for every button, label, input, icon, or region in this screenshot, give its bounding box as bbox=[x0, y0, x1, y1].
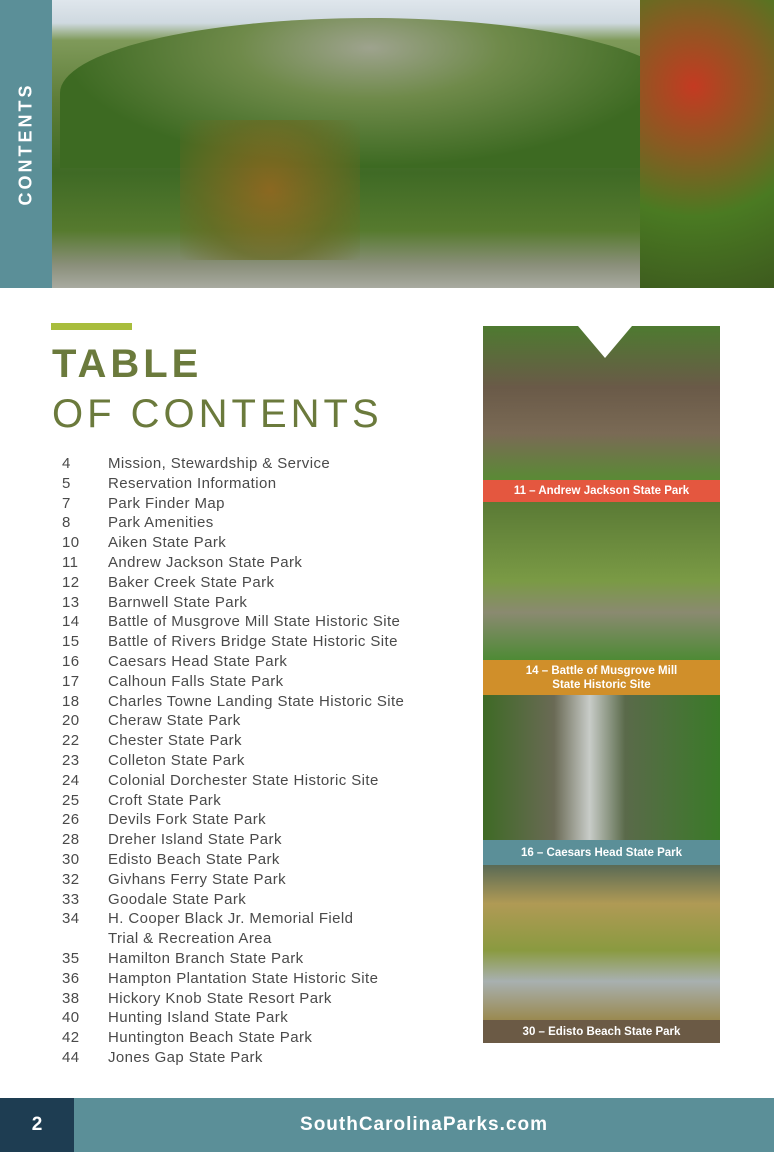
caption-text: 30 – Edisto Beach State Park bbox=[522, 1025, 681, 1038]
caption-text: 11 – Andrew Jackson State Park bbox=[513, 485, 690, 497]
toc-entry-title: Park Finder Map bbox=[108, 494, 225, 512]
accent-bar bbox=[51, 323, 132, 330]
toc-page-number: 7 bbox=[62, 494, 71, 512]
toc-entry[interactable] bbox=[62, 1028, 472, 1048]
toc-page-number: 32 bbox=[62, 870, 80, 888]
toc-entry[interactable] bbox=[62, 949, 472, 969]
toc-page-number: 44 bbox=[62, 1048, 80, 1066]
toc-entry[interactable] bbox=[62, 612, 472, 632]
section-label: CONTENTS bbox=[15, 82, 36, 206]
toc-page-number: 35 bbox=[62, 949, 80, 967]
page-title-line2: OF CONTENTS bbox=[52, 392, 383, 436]
caption-musgrove-mill bbox=[483, 660, 720, 695]
toc-page-number: 33 bbox=[62, 890, 80, 908]
caption-text: 16 – Caesars Head State Park bbox=[520, 846, 683, 859]
caption-text: 14 – Battle of Musgrove Mill State Historic Site bbox=[525, 664, 678, 691]
toc-entry[interactable] bbox=[62, 850, 472, 870]
toc-entry-title: Dreher Island State Park bbox=[108, 831, 282, 849]
toc-entry-title: Givhans Ferry State Park bbox=[108, 870, 286, 888]
toc-entry-title: Huntington Beach State Park bbox=[108, 1029, 313, 1047]
toc-entry-title: Calhoun Falls State Park bbox=[108, 672, 284, 690]
toc-entry[interactable] bbox=[62, 454, 472, 474]
toc-entry[interactable] bbox=[62, 711, 472, 731]
toc-entry-title: Croft State Park bbox=[108, 791, 222, 809]
toc-entry-title: Chester State Park bbox=[108, 732, 242, 750]
toc-entry-title: Reservation Information bbox=[108, 474, 277, 492]
toc-entry-title: Devils Fork State Park bbox=[108, 811, 267, 829]
toc-entry-title: Battle of Rivers Bridge State Historic Site bbox=[108, 633, 398, 651]
toc-page-number: 12 bbox=[62, 573, 80, 591]
toc-entry[interactable] bbox=[62, 830, 472, 850]
toc-page-number: 38 bbox=[62, 989, 80, 1007]
toc-list bbox=[62, 454, 472, 1068]
page-number: 2 bbox=[0, 1098, 74, 1152]
toc-entry-title: Charles Towne Landing State Historic Site bbox=[108, 692, 405, 710]
toc-page-number: 34 bbox=[62, 910, 80, 928]
toc-entry[interactable] bbox=[62, 791, 472, 811]
hero-photo-mountain-lake bbox=[0, 0, 774, 288]
toc-page-number: 40 bbox=[62, 1009, 80, 1027]
photo-waterfall bbox=[483, 695, 720, 840]
toc-entry[interactable] bbox=[62, 870, 472, 890]
toc-entry[interactable] bbox=[62, 573, 472, 593]
toc-entry-title: Park Amenities bbox=[108, 514, 214, 532]
toc-page-number: 42 bbox=[62, 1029, 80, 1047]
toc-entry-title: Jones Gap State Park bbox=[108, 1048, 263, 1066]
toc-entry[interactable] bbox=[62, 771, 472, 791]
toc-page-number: 10 bbox=[62, 534, 80, 552]
toc-page-number: 18 bbox=[62, 692, 80, 710]
toc-page-number: 13 bbox=[62, 593, 80, 611]
toc-page-number: 22 bbox=[62, 732, 80, 750]
toc-entry[interactable] bbox=[62, 692, 472, 712]
toc-page-number: 4 bbox=[62, 455, 71, 472]
toc-entry[interactable] bbox=[62, 1048, 472, 1068]
toc-entry[interactable] bbox=[62, 672, 472, 692]
toc-entry-title: Goodale State Park bbox=[108, 890, 247, 908]
toc-entry[interactable] bbox=[62, 533, 472, 553]
toc-page-number: 26 bbox=[62, 811, 80, 829]
toc-entry[interactable] bbox=[62, 890, 472, 910]
toc-entry[interactable] bbox=[62, 632, 472, 652]
toc-entry-title: Cheraw State Park bbox=[108, 712, 241, 730]
photo-egrets-marsh bbox=[483, 865, 720, 1020]
toc-entry[interactable] bbox=[62, 810, 472, 830]
toc-entry[interactable] bbox=[62, 989, 472, 1009]
toc-page-number: 8 bbox=[62, 514, 71, 532]
toc-entry[interactable] bbox=[62, 731, 472, 751]
toc-page-number: 36 bbox=[62, 969, 80, 987]
pointer-notch bbox=[578, 326, 632, 358]
toc-entry-title: Edisto Beach State Park bbox=[108, 850, 280, 868]
caption-edisto-beach bbox=[483, 1020, 720, 1043]
toc-entry-title: H. Cooper Black Jr. Memorial Field Trial & Recreation Area bbox=[108, 910, 354, 948]
photo-log-cabin bbox=[483, 326, 720, 480]
page-title-line1: TABLE bbox=[52, 342, 203, 386]
toc-page-number: 28 bbox=[62, 831, 80, 849]
section-tab bbox=[0, 0, 52, 288]
toc-page-number: 5 bbox=[62, 474, 71, 492]
toc-entry-title: Aiken State Park bbox=[108, 534, 227, 552]
toc-entry-title: Mission, Stewardship & Service bbox=[108, 455, 331, 472]
autumn-trees bbox=[180, 120, 360, 260]
toc-entry[interactable] bbox=[62, 652, 472, 672]
toc-page-number: 24 bbox=[62, 771, 80, 789]
toc-entry[interactable] bbox=[62, 494, 472, 514]
toc-entry[interactable] bbox=[62, 1008, 472, 1028]
toc-page-number: 17 bbox=[62, 672, 80, 690]
toc-entry-title: Colleton State Park bbox=[108, 751, 245, 769]
toc-entry[interactable] bbox=[62, 474, 472, 494]
toc-page-number: 25 bbox=[62, 791, 80, 809]
toc-entry-title: Battle of Musgrove Mill State Historic Site bbox=[108, 613, 401, 631]
foreground-trees bbox=[640, 0, 774, 288]
toc-page-number: 23 bbox=[62, 751, 80, 769]
toc-entry-title: Colonial Dorchester State Historic Site bbox=[108, 771, 379, 789]
caption-caesars-head bbox=[483, 840, 720, 865]
toc-entry-title: Hamilton Branch State Park bbox=[108, 949, 304, 967]
toc-page-number: 20 bbox=[62, 712, 80, 730]
caption-andrew-jackson bbox=[483, 480, 720, 502]
toc-entry-title: Hickory Knob State Resort Park bbox=[108, 989, 332, 1007]
toc-entry[interactable] bbox=[62, 969, 472, 989]
toc-entry[interactable] bbox=[62, 751, 472, 771]
toc-page-number: 11 bbox=[62, 553, 79, 571]
footer bbox=[0, 1098, 774, 1152]
toc-entry[interactable] bbox=[62, 909, 472, 949]
toc-entry-title: Andrew Jackson State Park bbox=[108, 553, 303, 571]
toc-entry[interactable] bbox=[62, 553, 472, 573]
toc-entry-title: Hunting Island State Park bbox=[108, 1009, 289, 1027]
photo-musgrove-mill bbox=[483, 502, 720, 660]
toc-entry-title: Caesars Head State Park bbox=[108, 652, 288, 670]
toc-page-number: 15 bbox=[62, 633, 80, 651]
website-link[interactable]: SouthCarolinaParks.com bbox=[300, 1114, 548, 1135]
toc-page-number: 16 bbox=[62, 652, 80, 670]
toc-entry-title: Baker Creek State Park bbox=[108, 573, 275, 591]
toc-entry-title: Hampton Plantation State Historic Site bbox=[108, 969, 379, 987]
toc-entry[interactable] bbox=[62, 513, 472, 533]
toc-page-number: 30 bbox=[62, 850, 80, 868]
mountain bbox=[60, 18, 680, 168]
toc-entry-title: Barnwell State Park bbox=[108, 593, 248, 611]
toc-entry[interactable] bbox=[62, 593, 472, 613]
toc-page-number: 14 bbox=[62, 613, 80, 631]
